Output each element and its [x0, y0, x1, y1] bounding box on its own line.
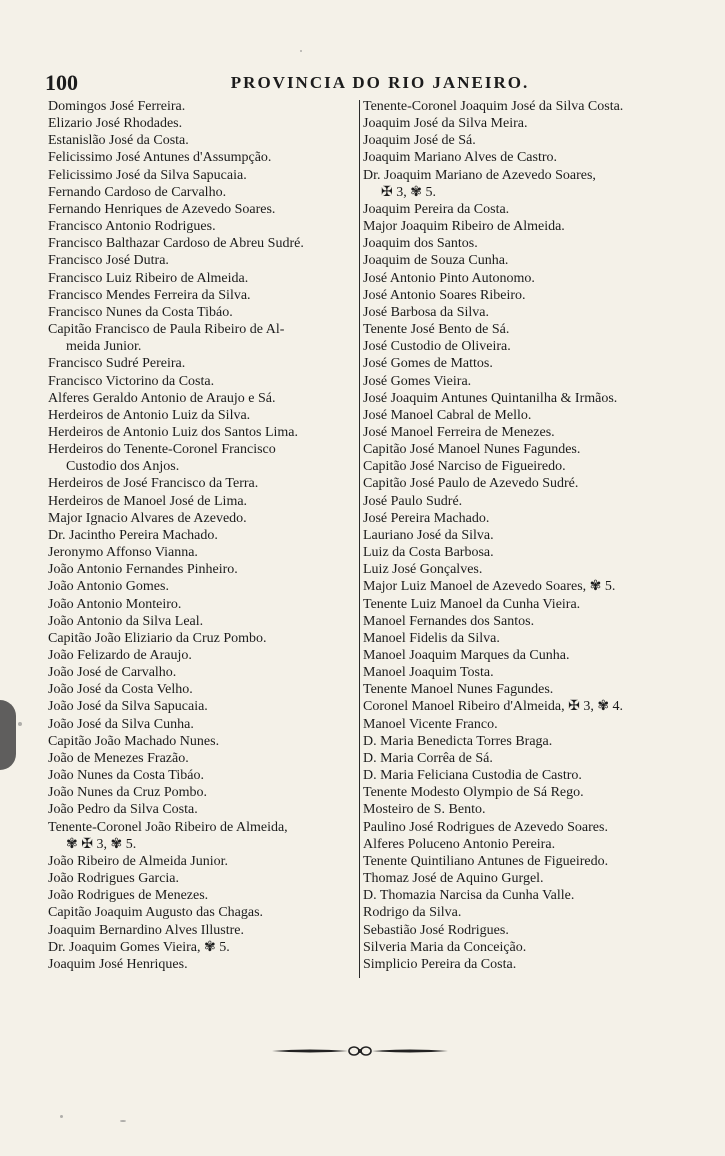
- entry-line: Capitão João Machado Nunes.: [48, 733, 220, 749]
- entry-line: Fernando Cardoso de Carvalho.: [48, 184, 227, 200]
- entry-line: D. Maria Benedicta Torres Braga.: [363, 733, 553, 749]
- entry-line: João Antonio Fernandes Pinheiro.: [48, 562, 238, 578]
- entry-line: José Joaquim Antunes Quintanilha & Irmãos.: [363, 390, 618, 406]
- entry-line: Manoel Vicente Franco.: [363, 716, 498, 732]
- entry-line: Alferes Geraldo Antonio de Araujo e Sá.: [48, 390, 276, 406]
- entry-line: José Pereira Machado.: [363, 510, 490, 526]
- entry-line: Fernando Henriques de Azevedo Soares.: [48, 201, 276, 217]
- entry-line: Joaquim José Henriques.: [48, 956, 188, 972]
- entry-line: Francisco Victorino da Costa.: [48, 373, 215, 389]
- entry-line: João José da Costa Velho.: [48, 682, 193, 698]
- entry-line: José Custodio de Oliveira.: [363, 339, 511, 355]
- page-header: [45, 70, 685, 96]
- entry-line: João Antonio da Silva Leal.: [48, 613, 204, 629]
- entry-line: Felicissimo José Antunes d'Assumpção.: [48, 150, 272, 166]
- column-divider: [359, 100, 360, 978]
- entry-line: Joaquim dos Santos.: [363, 236, 478, 252]
- entry-line: Tenente José Bento de Sá.: [363, 322, 510, 338]
- entry-line: Francisco José Dutra.: [48, 253, 169, 269]
- entry-line: D. Maria Corrêa de Sá.: [363, 750, 493, 766]
- entry-line: Capitão Francisco de Paula Ribeiro de Al-: [48, 322, 285, 338]
- entry-line: José Paulo Sudré.: [363, 493, 463, 509]
- entry-line: Tenente Luiz Manoel da Cunha Vieira.: [363, 596, 581, 612]
- entry-line: Mosteiro de S. Bento.: [363, 802, 486, 818]
- entry-line: Herdeiros de Antonio Luiz dos Santos Lima.: [48, 424, 299, 440]
- entry-line: Herdeiros do Tenente-Coronel Francisco: [48, 442, 276, 458]
- right-column: [363, 98, 683, 973]
- entry-line: Joaquim José de Sá.: [363, 133, 476, 149]
- entry-line: Jeronymo Affonso Vianna.: [48, 545, 198, 561]
- entry-line: Alferes Poluceno Antonio Pereira.: [363, 836, 556, 852]
- entry-line: ✠ 3, ✾ 5.: [381, 184, 436, 200]
- entry-line: Custodio dos Anjos.: [66, 459, 180, 475]
- entry-line: José Gomes de Mattos.: [363, 356, 493, 372]
- entry-line: João Felizardo de Araujo.: [48, 648, 192, 663]
- page-number: 100: [45, 70, 78, 95]
- entry-line: Paulino José Rodrigues de Azevedo Soares.: [363, 819, 608, 835]
- entry-line: Tenente Modesto Olympio de Sá Rego.: [363, 785, 584, 801]
- entry-line: D. Maria Feliciana Custodia de Castro.: [363, 768, 582, 784]
- entry-line: Francisco Balthazar Cardoso de Abreu Sudré.: [48, 236, 304, 252]
- entry-line: Thomaz José de Aquino Gurgel.: [363, 871, 544, 887]
- edge-ink-blot: [0, 700, 16, 770]
- entry-line: Manoel Fidelis da Silva.: [363, 630, 500, 646]
- entry-line: Joaquim de Souza Cunha.: [363, 253, 509, 269]
- entry-line: Francisco Nunes da Costa Tibáo.: [48, 304, 233, 320]
- entry-line: Tenente-Coronel João Ribeiro de Almeida,: [48, 819, 288, 835]
- entry-line: Simplicio Pereira da Costa.: [363, 956, 517, 972]
- entry-line: José Antonio Soares Ribeiro.: [363, 287, 526, 303]
- entry-line: José Barbosa da Silva.: [363, 304, 489, 320]
- entry-line: Tenente Manoel Nunes Fagundes.: [363, 682, 554, 698]
- entry-line: João José da Silva Sapucaia.: [48, 699, 208, 715]
- entry-line: José Gomes Vieira.: [363, 373, 472, 389]
- entry-line: Manoel Joaquim Marques da Cunha.: [363, 648, 570, 663]
- entry-line: João José de Carvalho.: [48, 665, 177, 681]
- entry-line: José Manoel Cabral de Mello.: [363, 407, 532, 423]
- entry-line: Manoel Fernandes dos Santos.: [363, 613, 535, 629]
- entry-line: Joaquim Bernardino Alves Illustre.: [48, 922, 244, 938]
- entry-line: Dr. Jacintho Pereira Machado.: [48, 527, 218, 543]
- paper-speck: [300, 50, 302, 52]
- entry-line: Capitão José Paulo de Azevedo Sudré.: [363, 476, 579, 492]
- entry-line: Capitão João Eliziario da Cruz Pombo.: [48, 630, 267, 646]
- entry-line: D. Thomazia Narcisa da Cunha Valle.: [363, 888, 575, 904]
- entry-line: Capitão José Narciso de Figueiredo.: [363, 459, 566, 475]
- entry-line: João Antonio Monteiro.: [48, 596, 182, 612]
- entry-line: José Manoel Ferreira de Menezes.: [363, 424, 555, 440]
- entry-line: Herdeiros de Manoel José de Lima.: [48, 493, 248, 509]
- entry-line: Manoel Joaquim Tosta.: [363, 665, 494, 681]
- entry-line: Tenente Quintiliano Antunes de Figueiredo.: [363, 853, 609, 869]
- entry-line: Francisco Luiz Ribeiro de Almeida.: [48, 270, 249, 286]
- entry-line: Lauriano José da Silva.: [363, 527, 494, 543]
- entry-line: Major Ignacio Alvares de Azevedo.: [48, 510, 247, 526]
- entry-line: Luiz José Gonçalves.: [363, 562, 483, 578]
- entry-line: Dr. Joaquim Mariano de Azevedo Soares,: [363, 167, 596, 183]
- paper-speck: [18, 722, 22, 726]
- entry-line: Joaquim Mariano Alves de Castro.: [363, 150, 558, 166]
- paper-speck: [120, 1120, 126, 1122]
- entry-line: Herdeiros de José Francisco da Terra.: [48, 476, 259, 492]
- entry-line: Felicissimo José da Silva Sapucaia.: [48, 167, 247, 183]
- entry-line: ✾ ✠ 3, ✾ 5.: [66, 836, 137, 852]
- running-title: PROVINCIA DO RIO JANEIRO.: [230, 73, 530, 92]
- entry-line: Capitão José Manoel Nunes Fagundes.: [363, 442, 581, 458]
- entry-line: Elizario José Rhodades.: [48, 116, 183, 132]
- entry-line: João Rodrigues de Menezes.: [48, 888, 209, 904]
- entry-line: Joaquim Pereira da Costa.: [363, 201, 510, 217]
- paper-speck: [60, 1115, 63, 1118]
- entry-line: Major Luiz Manoel de Azevedo Soares, ✾ 5.: [363, 579, 616, 595]
- entry-line: João Rodrigues Garcia.: [48, 871, 180, 887]
- entry-line: Francisco Antonio Rodrigues.: [48, 219, 216, 235]
- entry-line: Herdeiros de Antonio Luiz da Silva.: [48, 407, 251, 423]
- entry-line: Silveria Maria da Conceição.: [363, 939, 527, 955]
- entry-line: Rodrigo da Silva.: [363, 905, 462, 921]
- entry-line: Luiz da Costa Barbosa.: [363, 545, 494, 561]
- entry-line: João Ribeiro de Almeida Junior.: [48, 853, 229, 869]
- entry-line: Dr. Joaquim Gomes Vieira, ✾ 5.: [48, 939, 230, 955]
- entry-line: João Nunes da Cruz Pombo.: [48, 785, 208, 801]
- entry-line: Tenente-Coronel Joaquim José da Silva Costa.: [363, 99, 624, 114]
- entry-line: João Nunes da Costa Tibáo.: [48, 768, 204, 784]
- entry-line: Joaquim José da Silva Meira.: [363, 116, 528, 132]
- entry-line: Capitão Joaquim Augusto das Chagas.: [48, 905, 264, 921]
- entry-line: João de Menezes Frazão.: [48, 750, 189, 766]
- entry-line: Francisco Mendes Ferreira da Silva.: [48, 287, 251, 303]
- left-column: [48, 98, 356, 973]
- entry-line: Domingos José Ferreira.: [48, 99, 186, 114]
- tailpiece-ornament: [270, 1044, 450, 1058]
- entry-line: meida Junior.: [66, 339, 142, 355]
- entry-line: Estanislão José da Costa.: [48, 133, 189, 149]
- entry-line: Sebastião José Rodrigues.: [363, 922, 509, 938]
- entry-line: Francisco Sudré Pereira.: [48, 356, 186, 372]
- entry-line: José Antonio Pinto Autonomo.: [363, 270, 535, 286]
- entry-line: João Pedro da Silva Costa.: [48, 802, 198, 818]
- entry-line: João José da Silva Cunha.: [48, 716, 194, 732]
- entry-line: João Antonio Gomes.: [48, 579, 169, 595]
- entry-line: Coronel Manoel Ribeiro d'Almeida, ✠ 3, ✾ 4.: [363, 699, 624, 715]
- entry-line: Major Joaquim Ribeiro de Almeida.: [363, 219, 565, 235]
